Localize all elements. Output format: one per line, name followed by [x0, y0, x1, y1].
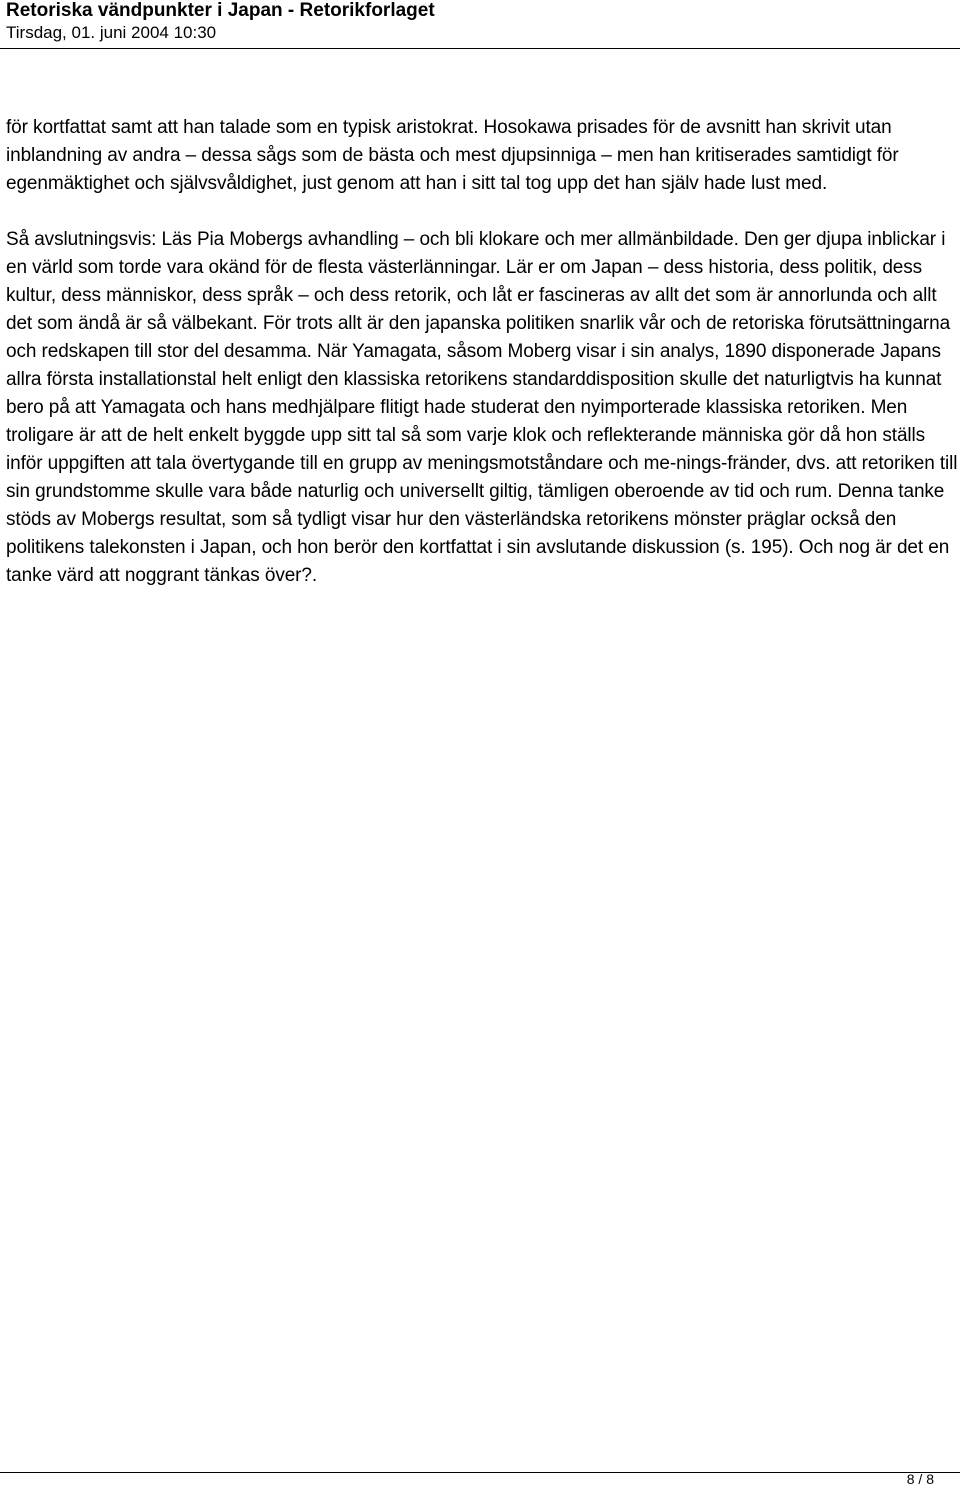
- publish-date: Tirsdag, 01. juni 2004 10:30: [6, 23, 217, 42]
- page-header: [0, 0, 960, 50]
- document-title: Retoriska vändpunkter i Japan - Retorikforlaget: [6, 0, 435, 21]
- header-divider: [0, 48, 960, 49]
- footer-divider: [0, 1472, 960, 1473]
- page-number: 8 / 8: [906, 1471, 934, 1487]
- paragraph: för kortfattat samt att han talade som en typisk aristokrat. Hosokawa prisades för de avsnitt han skrivit utan inblandning av andra – dessa sågs som de bästa och mest djupsinniga – men han kritiserades samtidigt för egenmäktighet och självsvåldighet, just genom att han i sitt tal tog upp det han själv hade lust med.: [6, 117, 899, 194]
- article-body: [6, 114, 958, 618]
- paragraph: Så avslutningsvis: Läs Pia Mobergs avhandling – och bli klokare och mer allmänbildade. Den ger djupa inblickar i en värld som torde vara okänd för de flesta västerlänningar. Lär er om Japan – dess historia, dess politik, dess kultur, dess människor, dess språk – och dess retorik, och låt er fascineras av allt det som är annorlunda och allt det som ändå är så välbekant. För trots allt är den japanska politiken snarlik vår och de retoriska förutsättningarna och redskapen till stor del desamma. När Yamagata, såsom Moberg visar i sin analys, 1890 disponerade Japans allra första installationstal helt enligt den klassiska retorikens standarddisposition skulle det naturligtvis ha kunnat bero på att Yamagata och hans medhjälpare flitigt hade studerat den nyimporterade klassiska retoriken. Men troligare är att de helt enkelt byggde upp sitt tal så som varje klok och reflekterande människa gör då hon ställs inför uppgiften att tala övertygande till en grupp av meningsmotståndare och me-nings-fränder, dvs. att retoriken till sin grundstomme skulle vara både naturlig och universellt giltig, tämligen oberoende av tid och rum. Denna tanke stöds av Mobergs resultat, som så tydligt visar hur den västerländska retorikens mönster präglar också den politikens talekonsten i Japan, och hon berör den kortfattat i sin avslutande diskussion (s. 195). Och nog är det en tanke värd att noggrant tänkas över?.: [6, 229, 958, 586]
